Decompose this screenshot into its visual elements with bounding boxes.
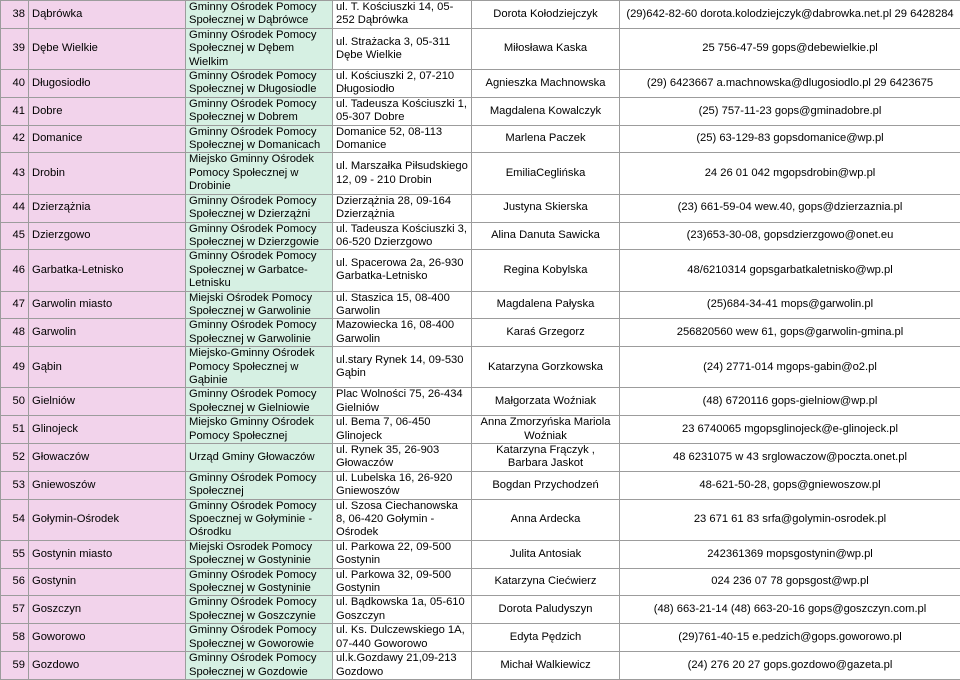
institution-address: ul. Strażacka 3, 05-311 Dębe Wielkie — [333, 28, 472, 69]
municipality-name: Garwolin — [29, 319, 186, 347]
table-row — [1, 347, 960, 388]
municipality-name: Dąbrówka — [29, 1, 186, 29]
municipality-name: Gozdowo — [29, 652, 186, 680]
row-number: 49 — [1, 347, 29, 388]
institution-address: ul. Tadeusza Kościuszki 3, 06-520 Dzierzgowo — [333, 222, 472, 250]
table-body — [1, 1, 960, 680]
director-name: Anna Zmorzyńska Mariola Woźniak — [472, 416, 620, 444]
row-number: 58 — [1, 624, 29, 652]
contact-info: (24) 276 20 27 gops.gozdowo@gazeta.pl — [620, 652, 960, 680]
institution-address: ul. Spacerowa 2a, 26-930 Garbatka-Letnisko — [333, 250, 472, 291]
institution-name: Urząd Gminy Głowaczów — [186, 444, 333, 472]
municipality-name: Gostynin miasto — [29, 540, 186, 568]
director-name: Justyna Skierska — [472, 194, 620, 222]
contact-info: (24) 2771-014 mgops-gabin@o2.pl — [620, 347, 960, 388]
row-number: 45 — [1, 222, 29, 250]
director-name: EmiliaCeglińska — [472, 153, 620, 194]
institution-name: Gminny Ośrodek Pomocy Spoecznej w Gołyminie - Ośrodku — [186, 499, 333, 540]
institution-address: ul. Parkowa 22, 09-500 Gostynin — [333, 540, 472, 568]
director-name: Bogdan Przychodzeń — [472, 471, 620, 499]
municipality-name: Dzierzgowo — [29, 222, 186, 250]
table-row — [1, 471, 960, 499]
row-number: 44 — [1, 194, 29, 222]
row-number: 39 — [1, 28, 29, 69]
institution-name: Miejsko Gminny Ośrodek Pomocy Społecznej w Drobinie — [186, 153, 333, 194]
institution-name: Gminny Ośrodek Pomocy Społecznej w Goszczynie — [186, 596, 333, 624]
contact-info: (25) 63-129-83 gopsdomanice@wp.pl — [620, 125, 960, 153]
contact-info: (23) 661-59-04 wew.40, gops@dzierzaznia.pl — [620, 194, 960, 222]
institution-name: Gminny Ośrodek Pomocy Społecznej w Długosiodle — [186, 70, 333, 98]
institution-address: ul. Staszica 15, 08-400 Garwolin — [333, 291, 472, 319]
director-name: Marlena Paczek — [472, 125, 620, 153]
table-row — [1, 291, 960, 319]
contact-info: 242361369 mopsgostynin@wp.pl — [620, 540, 960, 568]
director-name: Małgorzata Woźniak — [472, 388, 620, 416]
row-number: 53 — [1, 471, 29, 499]
institution-address: ul. Tadeusza Kościuszki 1, 05-307 Dobre — [333, 97, 472, 125]
table-row — [1, 388, 960, 416]
director-name: Alina Danuta Sawicka — [472, 222, 620, 250]
institution-address: Plac Wolności 75, 26-434 Gielniów — [333, 388, 472, 416]
row-number: 54 — [1, 499, 29, 540]
institution-address: ul. Ks. Dulczewskiego 1A, 07-440 Goworowo — [333, 624, 472, 652]
row-number: 42 — [1, 125, 29, 153]
municipality-name: Głowaczów — [29, 444, 186, 472]
municipality-name: Dzierzążnia — [29, 194, 186, 222]
director-name: Regina Kobylska — [472, 250, 620, 291]
municipality-name: Drobin — [29, 153, 186, 194]
institution-address: ul. Bądkowska 1a, 05-610 Goszczyn — [333, 596, 472, 624]
institution-name: Gminny Ośrodek Pomocy Społecznej w Dobrem — [186, 97, 333, 125]
contact-info: 25 756-47-59 gops@debewielkie.pl — [620, 28, 960, 69]
director-name: Katarzyna Gorzkowska — [472, 347, 620, 388]
row-number: 50 — [1, 388, 29, 416]
institution-name: Gminny Ośrodek Pomocy Społecznej — [186, 471, 333, 499]
institution-name: Gminny Ośrodek Pomocy Społecznej w Dzierzążni — [186, 194, 333, 222]
contact-info: 256820560 wew 61, gops@garwolin-gmina.pl — [620, 319, 960, 347]
institution-address: Domanice 52, 08-113 Domanice — [333, 125, 472, 153]
municipality-name: Gielniów — [29, 388, 186, 416]
table-row — [1, 28, 960, 69]
director-name: Magdalena Kowalczyk — [472, 97, 620, 125]
institution-address: ul. Szosa Ciechanowska 8, 06-420 Gołymin - Ośrodek — [333, 499, 472, 540]
contact-info: (48) 663-21-14 (48) 663-20-16 gops@goszczyn.com.pl — [620, 596, 960, 624]
row-number: 41 — [1, 97, 29, 125]
contact-info: 24 26 01 042 mgopsdrobin@wp.pl — [620, 153, 960, 194]
municipality-name: Garbatka-Letnisko — [29, 250, 186, 291]
director-name: Magdalena Pałyska — [472, 291, 620, 319]
table-row — [1, 97, 960, 125]
director-name: Karaś Grzegorz — [472, 319, 620, 347]
institution-address: ul. Lubelska 16, 26-920 Gniewoszów — [333, 471, 472, 499]
table-row — [1, 70, 960, 98]
municipality-name: Dobre — [29, 97, 186, 125]
municipality-name: Goworowo — [29, 624, 186, 652]
director-name: Anna Ardecka — [472, 499, 620, 540]
contact-info: 23 671 61 83 srfa@golymin-osrodek.pl — [620, 499, 960, 540]
director-name: Michał Walkiewicz — [472, 652, 620, 680]
table-row — [1, 416, 960, 444]
table-row — [1, 250, 960, 291]
municipality-name: Domanice — [29, 125, 186, 153]
municipality-name: Garwolin miasto — [29, 291, 186, 319]
row-number: 59 — [1, 652, 29, 680]
institution-name: Gminny Ośrodek Pomocy Społecznej w Garbatce-Letnisku — [186, 250, 333, 291]
contact-info: (29) 6423667 a.machnowska@dlugosiodlo.pl 29 6423675 — [620, 70, 960, 98]
institution-name: Gminny Ośrodek Pomocy Społecznej w Dzierzgowie — [186, 222, 333, 250]
institution-name: Miejski Ośrodek Pomocy Społecznej w Garwolinie — [186, 291, 333, 319]
institution-address: ul.stary Rynek 14, 09-530 Gąbin — [333, 347, 472, 388]
contact-info: (25)684-34-41 mops@garwolin.pl — [620, 291, 960, 319]
row-number: 46 — [1, 250, 29, 291]
table-row — [1, 222, 960, 250]
table-row — [1, 499, 960, 540]
table-row — [1, 153, 960, 194]
table-row — [1, 540, 960, 568]
contact-info: 48-621-50-28, gops@gniewoszow.pl — [620, 471, 960, 499]
institution-address: Mazowiecka 16, 08-400 Garwolin — [333, 319, 472, 347]
institution-address: ul. Marszałka Piłsudskiego 12, 09 - 210 Drobin — [333, 153, 472, 194]
row-number: 52 — [1, 444, 29, 472]
municipality-name: Gostynin — [29, 568, 186, 596]
institution-address: ul. T. Kościuszki 14, 05-252 Dąbrówka — [333, 1, 472, 29]
contact-info: (48) 6720116 gops-gielniow@wp.pl — [620, 388, 960, 416]
table-row — [1, 596, 960, 624]
institution-address: ul. Parkowa 32, 09-500 Gostynin — [333, 568, 472, 596]
institution-name: Miejsko-Gminny Ośrodek Pomocy Społecznej w Gąbinie — [186, 347, 333, 388]
row-number: 57 — [1, 596, 29, 624]
contact-info: (29)761-40-15 e.pedzich@gops.goworowo.pl — [620, 624, 960, 652]
table-row — [1, 652, 960, 680]
director-name: Miłosława Kaska — [472, 28, 620, 69]
institution-name: Gminny Ośrodek Pomocy Społecznej w Domanicach — [186, 125, 333, 153]
institution-name: Miejski Osrodek Pomocy Społecznej w Gostyninie — [186, 540, 333, 568]
table-row — [1, 624, 960, 652]
municipality-name: Glinojeck — [29, 416, 186, 444]
municipality-name: Długosiodło — [29, 70, 186, 98]
row-number: 38 — [1, 1, 29, 29]
contact-info: 48/6210314 gopsgarbatkaletnisko@wp.pl — [620, 250, 960, 291]
institution-address: ul. Rynek 35, 26-903 Głowaczów — [333, 444, 472, 472]
table-row — [1, 125, 960, 153]
municipality-name: Gniewoszów — [29, 471, 186, 499]
row-number: 47 — [1, 291, 29, 319]
institution-name: Gminny Ośrodek Pomocy Społecznej w Dębem Wielkim — [186, 28, 333, 69]
contact-info: (23)653-30-08, gopsdzierzgowo@onet.eu — [620, 222, 960, 250]
director-name: Edyta Pędzich — [472, 624, 620, 652]
director-name: Agnieszka Machnowska — [472, 70, 620, 98]
director-name: Katarzyna Frączyk , Barbara Jaskot — [472, 444, 620, 472]
director-name: Katarzyna Ciećwierz — [472, 568, 620, 596]
row-number: 55 — [1, 540, 29, 568]
institution-name: Miejsko Gminny Ośrodek Pomocy Społecznej — [186, 416, 333, 444]
row-number: 48 — [1, 319, 29, 347]
institution-name: Gminny Ośrodek Pomocy Społecznej w Goworowie — [186, 624, 333, 652]
institution-name: Gminny Ośrodek Pomocy Społecznej w Gielniowie — [186, 388, 333, 416]
municipality-name: Dębe Wielkie — [29, 28, 186, 69]
row-number: 51 — [1, 416, 29, 444]
director-name: Julita Antosiak — [472, 540, 620, 568]
table-row — [1, 1, 960, 29]
director-name: Dorota Kołodziejczyk — [472, 1, 620, 29]
municipality-name: Goszczyn — [29, 596, 186, 624]
row-number: 56 — [1, 568, 29, 596]
contact-info: 23 6740065 mgopsglinojeck@e-glinojeck.pl — [620, 416, 960, 444]
contact-info: (25) 757-11-23 gops@gminadobre.pl — [620, 97, 960, 125]
table-row — [1, 194, 960, 222]
institution-address: ul.k.Gozdawy 21,09-213 Gozdowo — [333, 652, 472, 680]
institution-name: Gminny Ośrodek Pomocy Społecznej w Gozdowie — [186, 652, 333, 680]
contact-info: 024 236 07 78 gopsgost@wp.pl — [620, 568, 960, 596]
institution-address: ul. Bema 7, 06-450 Glinojeck — [333, 416, 472, 444]
row-number: 43 — [1, 153, 29, 194]
contact-info: 48 6231075 w 43 srglowaczow@poczta.onet.pl — [620, 444, 960, 472]
institution-name: Gminny Ośrodek Pomocy Społecznej w Dąbrówce — [186, 1, 333, 29]
institution-address: ul. Kościuszki 2, 07-210 Długosiodło — [333, 70, 472, 98]
row-number: 40 — [1, 70, 29, 98]
table-row — [1, 568, 960, 596]
table-row — [1, 444, 960, 472]
contact-info: (29)642-82-60 dorota.kolodziejczyk@dabrowka.net.pl 29 6428284 — [620, 1, 960, 29]
director-name: Dorota Paludyszyn — [472, 596, 620, 624]
institution-name: Gminny Ośrodek Pomocy Społecznej w Garwolinie — [186, 319, 333, 347]
institution-address: Dzierzążnia 28, 09-164 Dzierzążnia — [333, 194, 472, 222]
municipality-name: Gołymin-Ośrodek — [29, 499, 186, 540]
table-row — [1, 319, 960, 347]
municipality-name: Gąbin — [29, 347, 186, 388]
institution-name: Gminny Ośrodek Pomocy Społecznej w Gostyninie — [186, 568, 333, 596]
